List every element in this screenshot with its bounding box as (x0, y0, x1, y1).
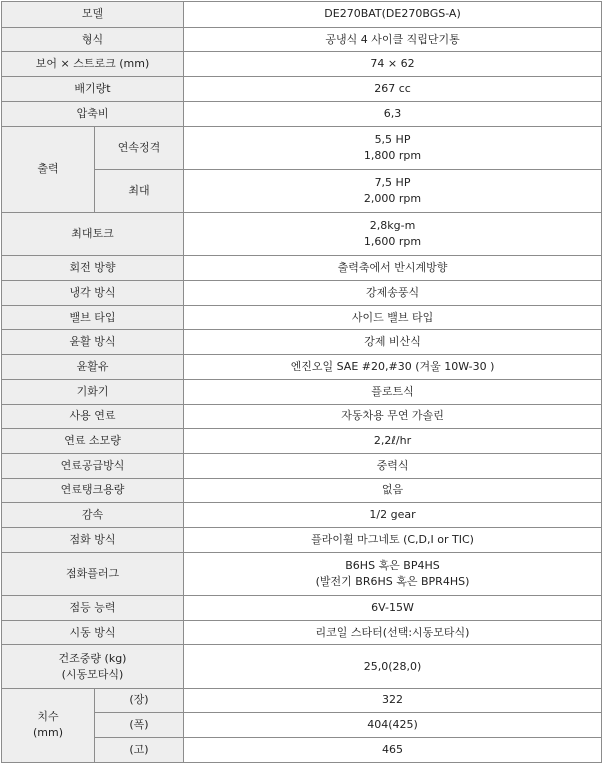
spec-value: 6,3 (184, 101, 602, 126)
spec-row-dimension-length (2, 688, 602, 713)
spec-value: DE270BAT(DE270BGS-A) (184, 2, 602, 28)
spec-value: 322 (184, 688, 602, 713)
spec-row-lubrication (2, 330, 602, 355)
spec-row-type (2, 27, 602, 52)
spec-label: 압축비 (2, 101, 184, 126)
spec-label: 회전 방향 (2, 256, 184, 281)
spec-label (2, 645, 184, 688)
spec-row-reduction (2, 503, 602, 528)
spec-value: 강제송풍식 (184, 281, 602, 306)
spec-label: 밸브 타입 (2, 305, 184, 330)
spec-row-ignition (2, 528, 602, 553)
spec-label: 기화기 (2, 379, 184, 404)
spec-label: 연료탱크용량 (2, 478, 184, 503)
spec-value: 플로트식 (184, 379, 602, 404)
spec-label: 냉각 방식 (2, 281, 184, 306)
spec-value (184, 552, 602, 595)
spec-row-rotation (2, 256, 602, 281)
spec-value (184, 169, 602, 212)
spec-row-displacement (2, 77, 602, 102)
spec-value: 2,2ℓ/hr (184, 429, 602, 454)
spec-sub-label: 연속정격 (95, 126, 184, 169)
spec-sub-label: (폭) (95, 713, 184, 738)
spec-label: 최대토크 (2, 213, 184, 256)
spec-row-max-torque (2, 213, 602, 256)
spec-value (184, 126, 602, 169)
spec-row-dry-weight (2, 645, 602, 688)
spec-value: 1/2 gear (184, 503, 602, 528)
spec-value-line: 2,000 rpm (363, 191, 422, 205)
spec-value: 25,0(28,0) (184, 645, 602, 688)
spec-row-bore-stroke (2, 52, 602, 77)
spec-sub-label: (장) (95, 688, 184, 713)
spec-value: 없음 (184, 478, 602, 503)
spec-row-fuel-consumption (2, 429, 602, 454)
spec-value-line: B6HS 혹은 BP4HS (345, 558, 440, 572)
spec-label: 모델 (2, 2, 184, 28)
spec-label: 연료 소모량 (2, 429, 184, 454)
spec-value-line: 1,600 rpm (363, 235, 422, 249)
spec-group-label: 출력 (2, 126, 95, 213)
spec-label-line: 건조중량 (kg) (58, 651, 127, 665)
spec-value: 267 cc (184, 77, 602, 102)
spec-value-line: 5,5 HP (374, 132, 411, 146)
spec-value (184, 213, 602, 256)
spec-row-starting (2, 620, 602, 645)
spec-label-line: 치수 (37, 710, 59, 724)
spec-label: 점화플러그 (2, 552, 184, 595)
spec-value: 465 (184, 738, 602, 763)
spec-label: 사용 연료 (2, 404, 184, 429)
spec-label: 형식 (2, 27, 184, 52)
spec-row-model (2, 2, 602, 28)
spec-value: 엔진오일 SAE #20,#30 (겨울 10W-30 ) (184, 355, 602, 380)
spec-row-oil (2, 355, 602, 380)
spec-value-line: 1,800 rpm (363, 148, 422, 162)
spec-sub-label: 최대 (95, 169, 184, 212)
spec-value: 404(425) (184, 713, 602, 738)
spec-value: 6V-15W (184, 595, 602, 620)
spec-row-carburetor (2, 379, 602, 404)
spec-value: 74 × 62 (184, 52, 602, 77)
spec-label: 보어 × 스트로크 (mm) (2, 52, 184, 77)
spec-label: 윤활유 (2, 355, 184, 380)
spec-value: 사이드 밸브 타입 (184, 305, 602, 330)
spec-label: 배기량t (2, 77, 184, 102)
spec-value: 중력식 (184, 453, 602, 478)
spec-label: 감속 (2, 503, 184, 528)
spec-group-label (2, 688, 95, 762)
spec-value: 자동차용 무연 가솔린 (184, 404, 602, 429)
spec-value: 리코일 스타터(선택:시동모타식) (184, 620, 602, 645)
spec-label-line: (mm) (32, 726, 63, 740)
spec-label: 연료공급방식 (2, 453, 184, 478)
spec-value: 공냉식 4 사이클 직립단기통 (184, 27, 602, 52)
spec-row-output-continuous (2, 126, 602, 169)
spec-row-fuel-tank (2, 478, 602, 503)
spec-value-line: 7,5 HP (374, 175, 411, 189)
spec-value: 출력축에서 반시계방향 (184, 256, 602, 281)
spec-label-line: (시동모타식) (61, 667, 124, 681)
spec-label: 점등 능력 (2, 595, 184, 620)
spec-value-line: 2,8kg-m (369, 219, 416, 233)
spec-value: 강제 비산식 (184, 330, 602, 355)
spec-label: 점화 방식 (2, 528, 184, 553)
spec-row-compression (2, 101, 602, 126)
spec-value-line: (발전기 BR6HS 혹은 BPR4HS) (315, 574, 470, 588)
spec-value: 플라이휠 마그네토 (C,D,I or TIC) (184, 528, 602, 553)
spec-row-spark-plug (2, 552, 602, 595)
spec-sub-label: (고) (95, 738, 184, 763)
spec-row-lighting (2, 595, 602, 620)
spec-label: 윤활 방식 (2, 330, 184, 355)
spec-row-fuel (2, 404, 602, 429)
spec-row-fuel-supply (2, 453, 602, 478)
spec-row-cooling (2, 281, 602, 306)
engine-spec-table (1, 1, 602, 763)
spec-label: 시동 방식 (2, 620, 184, 645)
spec-row-valve (2, 305, 602, 330)
